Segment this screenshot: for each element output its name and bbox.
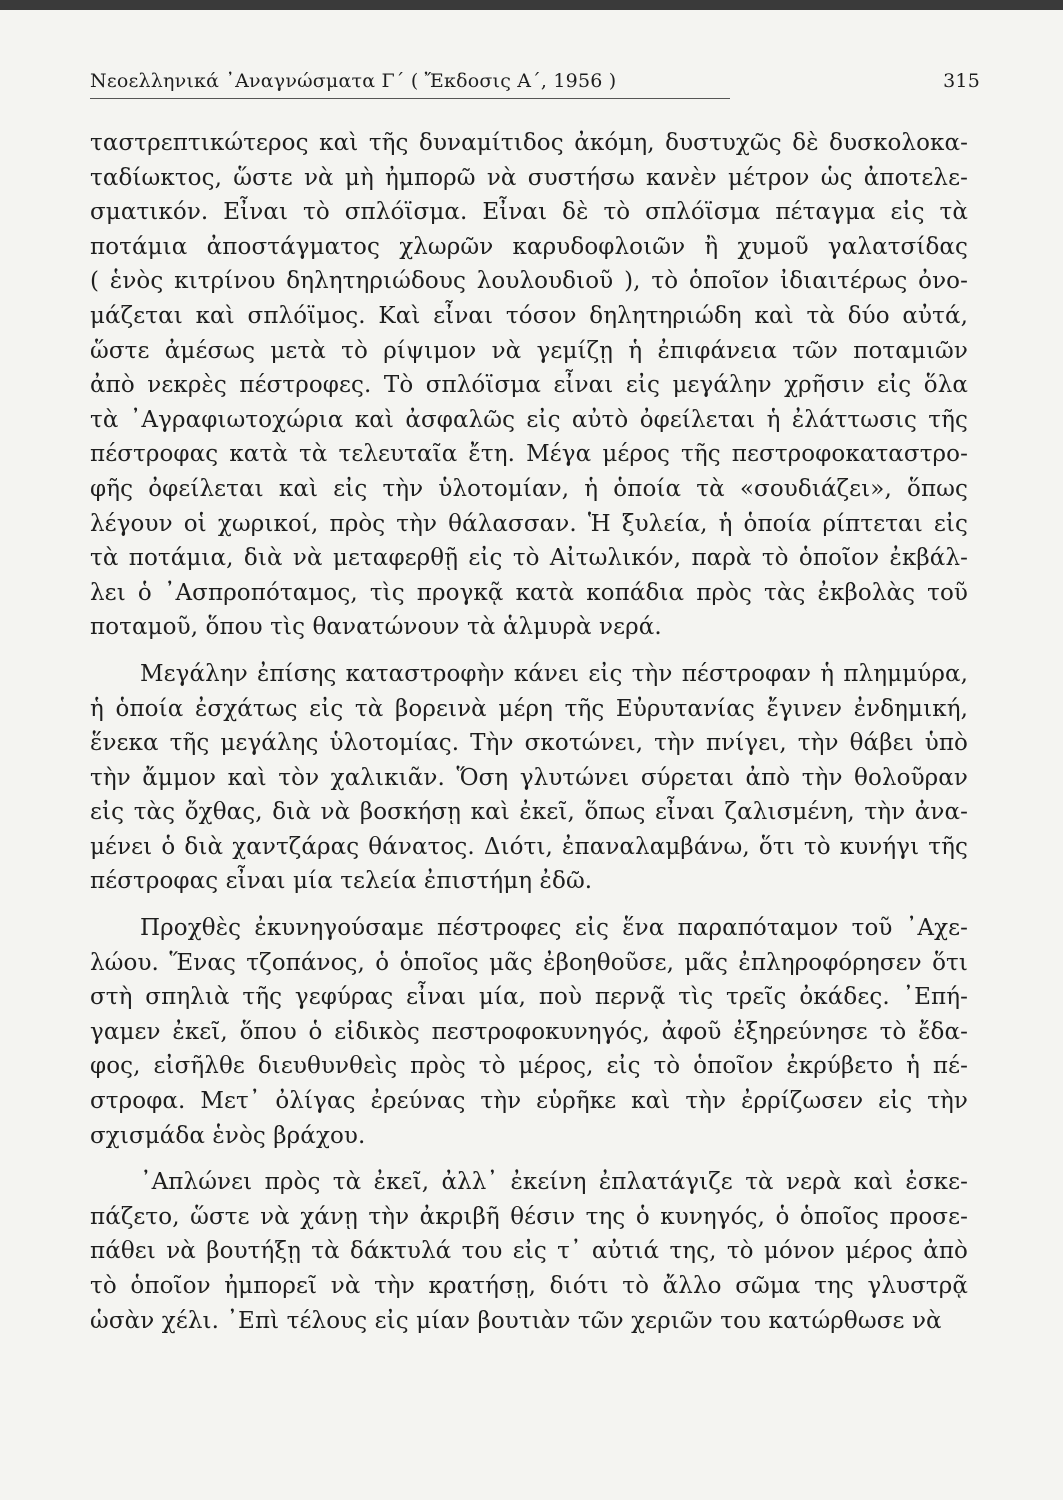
text-line: στροφα. Μετ᾿ ὀλίγας ἐρεύνας τὴν εὑρῆκε καὶ τὴν ἐρρίζωσεν εἰς τὴν — [90, 1088, 968, 1115]
text-line: φῆς ὀφείλεται καὶ εἰς τὴν ὑλοτομίαν, ἡ ὁποία τὰ «σουδιάζει», ὅπως — [90, 475, 968, 502]
text-line: τὰ ᾿Αγραφιωτοχώρια καὶ ἀσφαλῶς εἰς αὐτὸ ὀφείλεται ἡ ἐλάττωσις τῆς — [90, 406, 968, 433]
text-line: ( ἑνὸς κιτρίνου δηλητηριώδους λουλουδιοῦ ), τὸ ὁποῖον ἰδιαιτέρως ὀνο- — [90, 268, 968, 295]
header-rule — [90, 98, 730, 99]
text-line: εἰς τὰς ὄχθας, διὰ νὰ βοσκήσῃ καὶ ἐκεῖ, ὅπως εἶναι ζαλισμένη, τὴν ἀνα- — [90, 799, 968, 826]
text-line: στὴ σπηλιὰ τῆς γεφύρας εἶναι μία, ποὺ περνᾷ τὶς τρεῖς ὀκάδες. ᾿Επή- — [90, 984, 968, 1011]
text-line: σματικόν. Εἶναι τὸ σπλόϊσμα. Εἶναι δὲ τὸ σπλόϊσμα πέταγμα εἰς τὰ — [90, 199, 968, 226]
text-line: ὥστε ἀμέσως μετὰ τὸ ρίψιμον νὰ γεμίζῃ ἡ ἐπιφάνεια τῶν ποταμιῶν — [90, 337, 968, 364]
text-line: μάζεται καὶ σπλόϊμος. Καὶ εἶναι τόσον δηλητηριώδη καὶ τὰ δύο αὐτά, — [90, 302, 968, 329]
text-line: γαμεν ἐκεῖ, ὅπου ὁ εἰδικὸς πεστροφοκυνηγός, ἀφοῦ ἐξηρεύνησε τὸ ἔδα- — [90, 1018, 968, 1045]
body-text — [90, 126, 968, 1338]
text-line: φος, εἰσῆλθε διευθυνθεὶς πρὸς τὸ μέρος, εἰς τὸ ὁποῖον ἐκρύβετο ἡ πέ- — [90, 1053, 968, 1080]
text-line: σχισμάδα ἑνὸς βράχου. — [90, 1122, 366, 1149]
text-line: τὸ ὁποῖον ἠμπορεῖ νὰ τὴν κρατήσῃ, διότι τὸ ἄλλο σῶμα της γλυστρᾷ — [90, 1273, 968, 1299]
text-line: ὡσὰν χέλι. ᾿Επὶ τέλους εἰς μίαν βουτιὰν τῶν χεριῶν του κατώρθωσε νὰ — [90, 1307, 942, 1334]
paragraph — [90, 1165, 968, 1338]
text-line: ᾿Απλώνει πρὸς τὰ ἐκεῖ, ἀλλ᾿ ἐκείνη ἐπλατάγιζε τὰ νερὰ καὶ ἐσκε- — [140, 1169, 968, 1196]
text-line: μένει ὁ διὰ χαντζάρας θάνατος. Διότι, ἐπαναλαμβάνω, ὅτι τὸ κυνήγι τῆς — [90, 833, 968, 860]
text-line: τὴν ἄμμον καὶ τὸν χαλικιᾶν. Ὅση γλυτώνει σύρεται ἀπὸ τὴν θολοῦραν — [90, 764, 968, 791]
scan-edge — [0, 0, 1063, 10]
text-line: ταδίωκτος, ὥστε νὰ μὴ ἠμπορῶ νὰ συστήσω κανὲν μέτρον ὡς ἀποτελε- — [90, 164, 968, 191]
text-line: πάζετο, ὥστε νὰ χάνῃ τὴν ἀκριβῆ θέσιν της ὁ κυνηγός, ὁ ὁποῖος προσε- — [90, 1203, 968, 1230]
text-line: ἀπὸ νεκρὲς πέστροφες. Τὸ σπλόϊσμα εἶναι εἰς μεγάλην χρῆσιν εἰς ὅλα — [90, 372, 968, 399]
text-line: πάθει νὰ βουτήξῃ τὰ δάκτυλά του εἰς τ᾿ αὐτιά της, τὸ μόνον μέρος ἀπὸ — [90, 1238, 968, 1265]
paragraph — [90, 657, 968, 899]
text-line: πέστροφας κατὰ τὰ τελευταῖα ἔτη. Μέγα μέρος τῆς πεστροφοκαταστρο- — [90, 441, 968, 468]
text-line: λώου. Ἕνας τζοπάνος, ὁ ὁποῖος μᾶς ἐβοηθοῦσε, μᾶς ἐπληροφόρησεν ὅτι — [90, 949, 968, 976]
text-line: λέγουν οἱ χωρικοί, πρὸς τὴν θάλασσαν. Ἡ ξυλεία, ἡ ὁποία ρίπτεται εἰς — [90, 510, 968, 537]
text-line: Μεγάλην ἐπίσης καταστροφὴν κάνει εἰς τὴν πέστροφαν ἡ πλημμύρα, — [140, 660, 968, 687]
text-line: ἡ ὁποία ἐσχάτως εἰς τὰ βορεινὰ μέρη τῆς Εὐρυτανίας ἔγινεν ἐνδημική, — [90, 695, 968, 722]
running-header — [90, 66, 980, 100]
paragraph-gap — [90, 899, 968, 911]
text-line: ποτάμια ἀποστάγματος χλωρῶν καρυδοφλοιῶν ἢ χυμοῦ γαλατσίδας — [90, 233, 968, 260]
paragraph-gap — [90, 645, 968, 657]
text-line: λει ὁ ᾿Ασπροπόταμος, τὶς προγκᾷ κατὰ κοπάδια πρὸς τὰς ἐκβολὰς τοῦ — [90, 579, 968, 606]
text-line: τὰ ποτάμια, διὰ νὰ μεταφερθῇ εἰς τὸ Αἰτωλικόν, παρὰ τὸ ὁποῖον ἐκβάλ- — [90, 545, 968, 572]
text-line: ἕνεκα τῆς μεγάλης ὑλοτομίας. Τὴν σκοτώνει, τὴν πνίγει, τὴν θάβει ὑπὸ — [90, 730, 968, 757]
text-line: ταστρεπτικώτερος καὶ τῆς δυναμίτιδος ἀκόμη, δυστυχῶς δὲ δυσκολοκα- — [90, 130, 968, 156]
running-title: Νεοελληνικά ᾿Αναγνώσματα Γ΄ ( Ἔκδοσις Α΄, 1956 ) — [90, 70, 617, 92]
paragraph-gap — [90, 1153, 968, 1165]
text-line: ποταμοῦ, ὅπου τὶς θανατώνουν τὰ ἁλμυρὰ νερά. — [90, 614, 662, 641]
text-line: πέστροφας εἶναι μία τελεία ἐπιστήμη ἐδῶ. — [90, 868, 593, 895]
paragraph — [90, 911, 968, 1153]
text-line: Προχθὲς ἐκυνηγούσαμε πέστροφες εἰς ἕνα παραπόταμον τοῦ ᾿Αχε- — [140, 915, 968, 942]
page-number: 315 — [943, 70, 980, 92]
paragraph — [90, 126, 968, 645]
